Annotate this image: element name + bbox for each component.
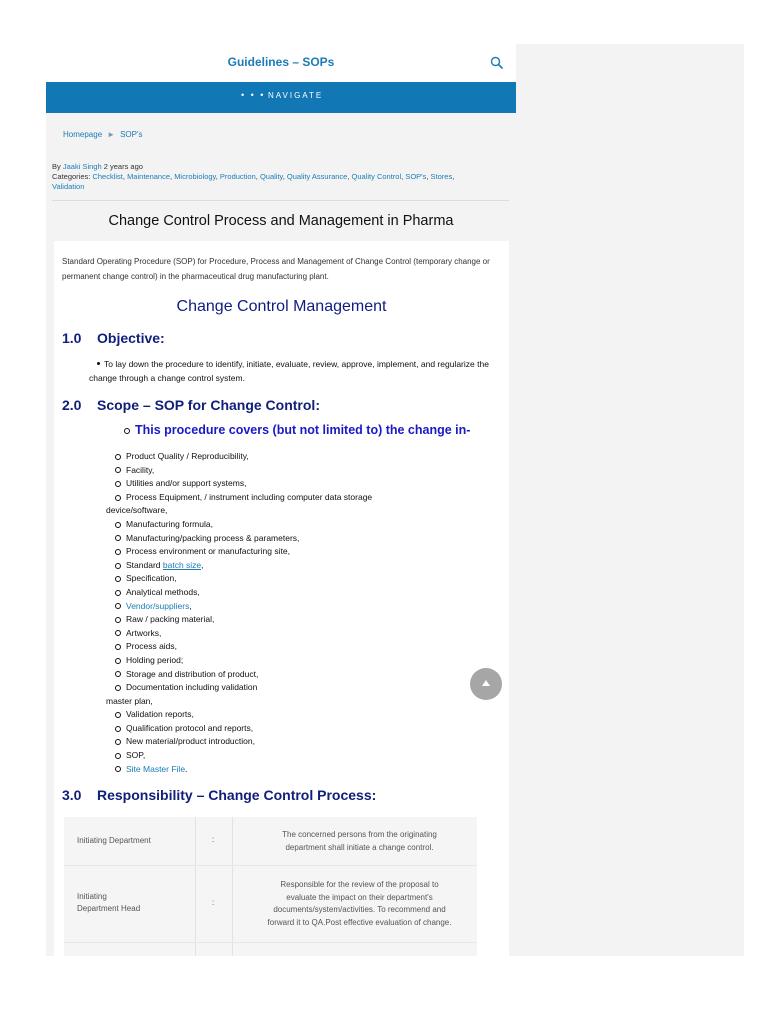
intro-paragraph: Standard Operating Procedure (SOP) for Procedure, Process and Management of Change Control (temporary change or permanent change control) in the pharmaceutical drug manufacturing plant. bbox=[62, 257, 490, 281]
list-item-continuation: master plan, bbox=[106, 695, 153, 706]
site-master-file-link[interactable]: Site Master File bbox=[126, 763, 186, 774]
circle-bullet-icon bbox=[115, 685, 121, 691]
bullet-icon bbox=[97, 362, 100, 365]
list-item: Process aids, bbox=[115, 640, 445, 654]
main-heading: Change Control Management bbox=[176, 298, 387, 315]
list-item: Utilities and/or support systems, bbox=[115, 477, 445, 491]
list-item: Standard batch size, bbox=[115, 559, 445, 573]
circle-bullet-icon bbox=[115, 454, 121, 460]
scroll-to-top-button[interactable] bbox=[470, 668, 502, 700]
list-item: Storage and distribution of product, bbox=[115, 668, 445, 682]
list-item: Facility, bbox=[115, 464, 445, 478]
circle-bullet-icon bbox=[115, 603, 121, 609]
post-title: Change Control Process and Management in Pharma bbox=[108, 213, 454, 229]
scope-list bbox=[106, 450, 445, 776]
category-link[interactable]: Quality Control bbox=[351, 172, 402, 181]
list-item: Artworks, bbox=[115, 627, 445, 641]
breadcrumb-home-link[interactable]: Homepage bbox=[63, 130, 103, 139]
breadcrumb-current-link[interactable]: SOP's bbox=[120, 130, 143, 139]
list-item: Qualification protocol and reports, bbox=[115, 722, 445, 736]
circle-bullet-icon bbox=[115, 467, 121, 473]
circle-bullet-icon bbox=[115, 617, 121, 623]
circle-bullet-icon bbox=[115, 495, 121, 501]
category-link[interactable]: Quality bbox=[259, 172, 283, 181]
post-meta: By Jaaki Singh 2 years ago Categories: Checklist, Maintenance, Microbiology, Production, Quality, Quality Assurance, Quality Control, SOP's, Stores, Validation bbox=[52, 162, 455, 191]
navigate-menu-button[interactable] bbox=[46, 82, 516, 113]
table-cell-separator: : bbox=[212, 898, 215, 907]
table-row bbox=[64, 817, 477, 866]
circle-bullet-icon bbox=[115, 563, 121, 569]
list-item: New material/product introduction, bbox=[115, 735, 445, 749]
batch-size-link[interactable]: batch size bbox=[162, 559, 202, 570]
category-link[interactable]: Checklist bbox=[92, 172, 123, 181]
list-item: Vendor/suppliers, bbox=[115, 600, 445, 614]
circle-bullet-icon bbox=[115, 576, 121, 582]
list-item: Product Quality / Reproducibility, bbox=[115, 450, 445, 464]
circle-bullet-icon bbox=[115, 590, 121, 596]
category-link[interactable]: Quality Assurance bbox=[286, 172, 348, 181]
list-item: Site Master File. bbox=[115, 763, 445, 777]
circle-bullet-icon bbox=[115, 630, 121, 636]
circle-bullet-icon bbox=[115, 522, 121, 528]
circle-bullet-icon bbox=[115, 481, 121, 487]
list-item: Manufacturing/packing process & parameters, bbox=[115, 532, 445, 546]
list-item-continuation: device/software, bbox=[106, 505, 168, 516]
site-header bbox=[46, 44, 516, 82]
scope-intro bbox=[124, 423, 470, 437]
circle-bullet-icon bbox=[115, 658, 121, 664]
circle-bullet-icon bbox=[115, 712, 121, 718]
category-link[interactable]: Validation bbox=[52, 182, 85, 191]
objective-list-item bbox=[89, 357, 489, 385]
list-item: Holding period; bbox=[115, 654, 445, 668]
site-title[interactable]: Guidelines – SOPs bbox=[227, 55, 335, 69]
circle-bullet-icon bbox=[115, 739, 121, 745]
circle-bullet-icon bbox=[115, 726, 121, 732]
circle-bullet-icon bbox=[115, 644, 121, 650]
column-divider bbox=[232, 817, 233, 865]
circle-bullet-icon bbox=[115, 766, 121, 772]
list-item: Raw / packing material, bbox=[115, 613, 445, 627]
list-item: Process Equipment, / instrument including computer data storage bbox=[115, 491, 445, 505]
search-icon[interactable] bbox=[489, 55, 505, 71]
section-heading-scope bbox=[62, 397, 320, 413]
category-link[interactable]: SOP's bbox=[405, 172, 427, 181]
table-cell-description: The concerned persons from the originating department shall initiate a change control. bbox=[282, 830, 437, 852]
circle-bullet-icon bbox=[115, 535, 121, 541]
column-divider bbox=[232, 866, 233, 942]
list-item: Documentation including validation bbox=[115, 681, 445, 695]
section-title: Responsibility – Change Control Process: bbox=[97, 787, 377, 803]
category-link[interactable]: Microbiology bbox=[174, 172, 216, 181]
by-label: By bbox=[52, 162, 61, 171]
meta-divider bbox=[52, 200, 509, 201]
scope-intro-text: This procedure covers (but not limited to) the change in- bbox=[135, 423, 471, 437]
table-row bbox=[64, 943, 477, 956]
breadcrumb bbox=[63, 130, 142, 139]
section-heading-objective bbox=[62, 330, 165, 346]
table-cell-separator: : bbox=[212, 835, 215, 844]
circle-bullet-icon bbox=[115, 549, 121, 555]
vendor-suppliers-link[interactable]: Vendor/suppliers bbox=[126, 600, 190, 611]
table-row bbox=[64, 866, 477, 943]
column-divider bbox=[195, 817, 196, 865]
section-title: Scope – SOP for Change Control: bbox=[97, 397, 320, 413]
column-divider bbox=[195, 943, 196, 956]
menu-dots-icon: • • • bbox=[241, 90, 266, 100]
section-number: 2.0 bbox=[62, 397, 82, 413]
objective-text: To lay down the procedure to identify, initiate, evaluate, review, approve, implement, and regularize the change through a change control system. bbox=[89, 359, 489, 383]
section-number: 1.0 bbox=[62, 330, 82, 346]
list-item: Manufacturing formula, bbox=[115, 518, 445, 532]
section-title: Objective: bbox=[97, 330, 165, 346]
column-divider bbox=[195, 866, 196, 942]
list-item: Specification, bbox=[115, 572, 445, 586]
table-cell-role: Initiating Department Head bbox=[77, 892, 141, 913]
post-content bbox=[54, 241, 509, 956]
column-divider bbox=[232, 943, 233, 956]
categories-label: Categories: bbox=[52, 172, 91, 181]
list-item: Analytical methods, bbox=[115, 586, 445, 600]
section-number: 3.0 bbox=[62, 787, 82, 803]
circle-bullet-icon bbox=[124, 428, 130, 434]
category-link[interactable]: Stores bbox=[430, 172, 453, 181]
sidebar-panel bbox=[516, 44, 744, 956]
circle-bullet-icon bbox=[115, 671, 121, 677]
list-item: Validation reports, bbox=[115, 708, 445, 722]
table-cell-role: Initiating Department bbox=[77, 836, 151, 845]
list-item: Process environment or manufacturing site, bbox=[115, 545, 445, 559]
post-date: 2 years ago bbox=[103, 162, 143, 171]
table-cell-description: Responsible for the review of the proposal to evaluate the impact on their department's documents/system/activities. To recommend and forward it to QA.Post effective evaluation of change. bbox=[267, 880, 452, 927]
category-link[interactable]: Maintenance bbox=[127, 172, 171, 181]
page-column bbox=[46, 44, 516, 956]
author-link[interactable]: Jaaki Singh bbox=[62, 162, 102, 171]
breadcrumb-separator-icon: ► bbox=[107, 130, 116, 139]
circle-bullet-icon bbox=[115, 753, 121, 759]
navigate-label: NAVIGATE bbox=[268, 91, 324, 100]
section-heading-responsibility bbox=[62, 787, 376, 803]
list-item: SOP, bbox=[115, 749, 445, 763]
category-link[interactable]: Production bbox=[219, 172, 256, 181]
